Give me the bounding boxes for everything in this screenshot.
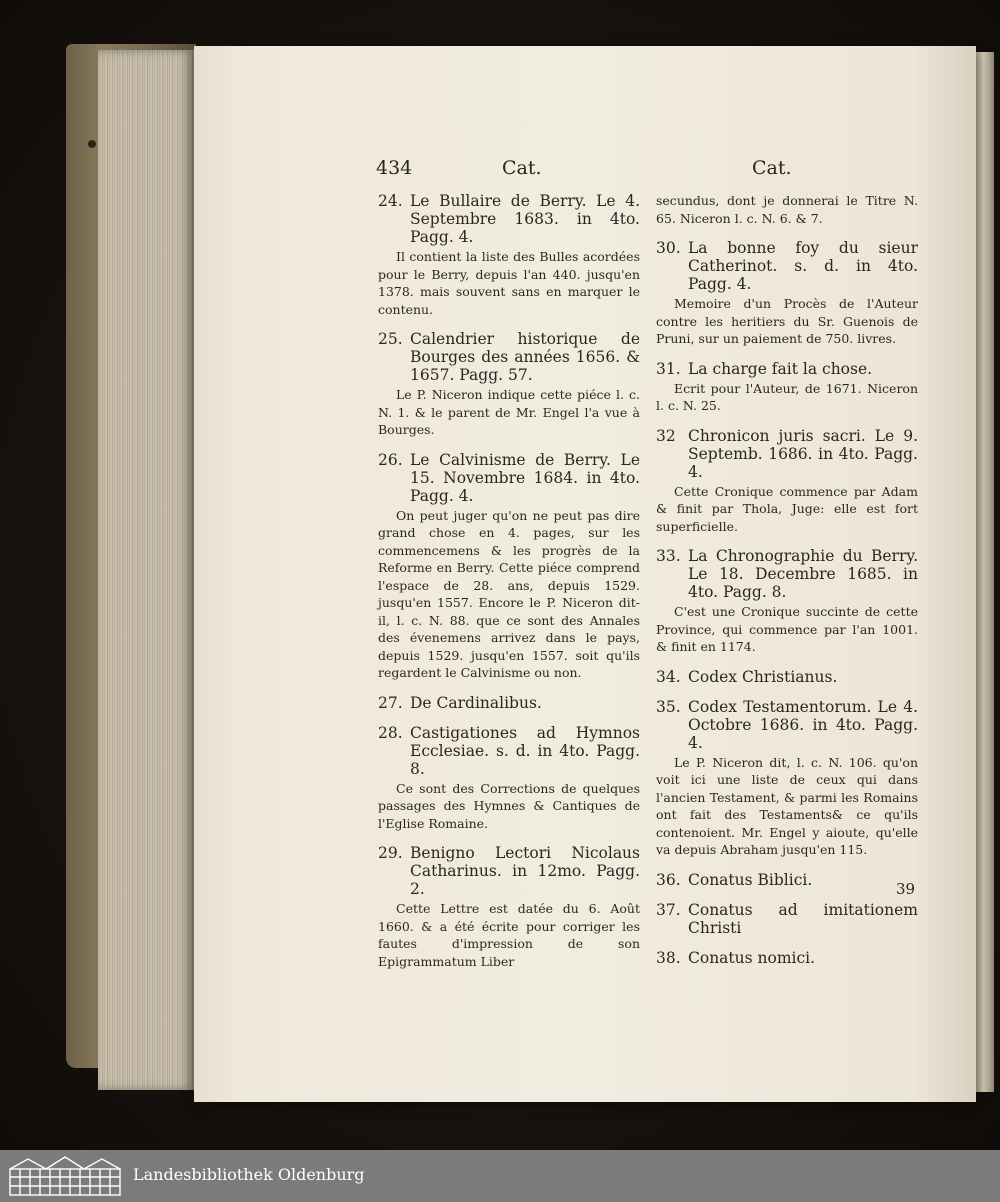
running-head-right: Cat. (752, 157, 792, 179)
entry-number: 26. (378, 450, 403, 469)
catalog-entry (656, 871, 918, 889)
entry-title-text: La charge fait la chose. (688, 359, 873, 378)
catalog-entry (656, 192, 918, 227)
catalog-entry (378, 724, 640, 833)
entry-title (378, 330, 640, 384)
entry-description: secundus, dont je donnerai le Titre N. 65. Niceron l. c. N. 6. & 7. (656, 193, 918, 226)
entry-number: 29. (378, 844, 403, 862)
running-head-left: Cat. (502, 157, 542, 179)
entry-number: 35. (656, 697, 681, 716)
entry-title-text: De Cardinalibus. (410, 693, 542, 712)
entry-number: 34. (656, 667, 681, 686)
catalog-entry (656, 901, 918, 937)
entry-title (378, 192, 640, 246)
entry-title (656, 949, 918, 967)
entry-title-text: La bonne foy du sieur Catherinot. s. d. in 4to. Pagg. 4. (688, 239, 918, 293)
footer-bar (0, 1150, 1000, 1202)
entry-number: 38. (656, 948, 681, 967)
entry-number: 25. (378, 330, 403, 348)
entry-number: 30. (656, 239, 681, 257)
entry-number: 32 (656, 426, 676, 445)
entry-number: 36. (656, 870, 681, 889)
catalog-entry (378, 451, 640, 682)
entry-title-text: Chronicon juris sacri. Le 9. Septemb. 1686. in 4to. Pagg. 4. (688, 426, 918, 481)
page-number: 434 (376, 157, 413, 179)
catalog-entry (656, 547, 918, 656)
entry-description: Il contient la liste des Bulles acordées pour le Berry, depuis l'an 440. jusqu'en 1378. mais souvent sans en marquer le contenu. (378, 249, 640, 317)
entry-number: 28. (378, 723, 403, 742)
right-column (656, 192, 918, 979)
entry-description: C'est une Cronique succinte de cette Province, qui commence par l'an 1001. & finit en 1174. (656, 604, 918, 654)
catalog-entry (656, 427, 918, 536)
catalog-entry (378, 844, 640, 970)
entry-number: 27. (378, 693, 403, 712)
catalog-entry (378, 192, 640, 318)
entry-number: 33. (656, 547, 681, 565)
entry-title-text: Castigationes ad Hymnos Ecclesiae. s. d. in 4to. Pagg. 8. (410, 723, 640, 778)
entry-description: Ce sont des Corrections de quelques passages des Hymnes & Cantiques de l'Eglise Romaine. (378, 780, 640, 831)
entry-title-text: La Chronographie du Berry. Le 18. Decembre 1685. in 4to. Pagg. 8. (688, 547, 918, 601)
entry-number: 37. (656, 900, 681, 919)
entry-title-text: Le Bullaire de Berry. Le 4. Septembre 1683. in 4to. Pagg. 4. (410, 192, 640, 246)
catalog-entry (378, 330, 640, 439)
entry-title (656, 360, 918, 378)
entry-number: 31. (656, 359, 681, 378)
entry-description: Cette Lettre est datée du 6. Août 1660. & a été écrite pour corriger les fautes d'impression de son Epigrammatum Liber (378, 901, 640, 969)
entry-title-text: Le Calvinisme de Berry. Le 15. Novembre 1684. in 4to. Pagg. 4. (410, 450, 640, 505)
catalog-entry (656, 949, 918, 967)
entry-description: Le P. Niceron indique cette piéce l. c. N. 1. & le parent de Mr. Engel l'a vue à Bourges. (378, 387, 640, 437)
entry-title (378, 451, 640, 505)
entry-title (378, 694, 640, 712)
entry-title (656, 871, 918, 889)
entry-title-text: Conatus ad imitationem Christi (688, 900, 918, 937)
entry-title (656, 901, 918, 937)
entry-title (656, 427, 918, 481)
entry-title-text: Codex Christianus. (688, 667, 838, 686)
entry-description: Memoire d'un Procès de l'Auteur contre les heritiers du Sr. Guenois de Pruni, sur un paiement de 750. livres. (656, 296, 918, 346)
entry-title (656, 547, 918, 601)
entry-title (656, 668, 918, 686)
left-column (378, 192, 640, 982)
entry-description: Ecrit pour l'Auteur, de 1671. Niceron l. c. N. 25. (656, 380, 918, 413)
library-name: Landesbibliothek Oldenburg (133, 1165, 365, 1184)
entry-description: On peut juger qu'on ne peut pas dire grand chose en 4. pages, sur les commencemens & les progrès de la Reforme en Berry. Cette piéce comprend l'espace de 28. ans, depuis 1529. jusqu'en 1557. Encore le P. Niceron dit- il, l. c. N. 88. que ce sont des Annales des évenemens arrivez dans le pays, depuis 1529. jusqu'en 1557. soit qu'ils regardent le Calvinisme ou non. (378, 507, 640, 680)
catalog-entry (656, 698, 918, 859)
catalog-entry (656, 360, 918, 415)
right-page-edge (976, 52, 994, 1092)
page-edges (98, 50, 194, 1090)
entry-number: 24. (378, 192, 403, 210)
catalog-entry (656, 668, 918, 686)
entry-title-text: Conatus nomici. (688, 948, 816, 967)
entry-description: Cette Cronique commence par Adam & finit par Thola, Juge: elle est fort superficielle. (656, 483, 918, 534)
catalog-entry (656, 239, 918, 348)
entry-title (378, 844, 640, 898)
entry-title (656, 239, 918, 293)
entry-title-text: Conatus Biblici. (688, 870, 813, 889)
catchword: 39 (896, 880, 916, 898)
entry-title-text: Benigno Lectori Nicolaus Catharinus. in 12mo. Pagg. 2. (410, 844, 640, 898)
entry-title-text: Codex Testamentorum. Le 4. Octobre 1686. in 4to. Pagg. 4. (688, 697, 918, 752)
entry-title (378, 724, 640, 778)
library-building-icon (8, 1155, 122, 1197)
catalog-entry (378, 694, 640, 712)
cover-rivet (88, 140, 96, 148)
entry-title-text: Calendrier historique de Bourges des années 1656. & 1657. Pagg. 57. (410, 330, 640, 384)
entry-description: Le P. Niceron dit, l. c. N. 106. qu'on voit ici une liste de ceux qui dans l'ancien Testament, & parmi les Romains ont fait des Testaments& ce qu'ils contenoient. Mr. Engel y aioute, qu'elle va depuis Abraham jusqu'en 115. (656, 754, 918, 857)
entry-title (656, 698, 918, 752)
